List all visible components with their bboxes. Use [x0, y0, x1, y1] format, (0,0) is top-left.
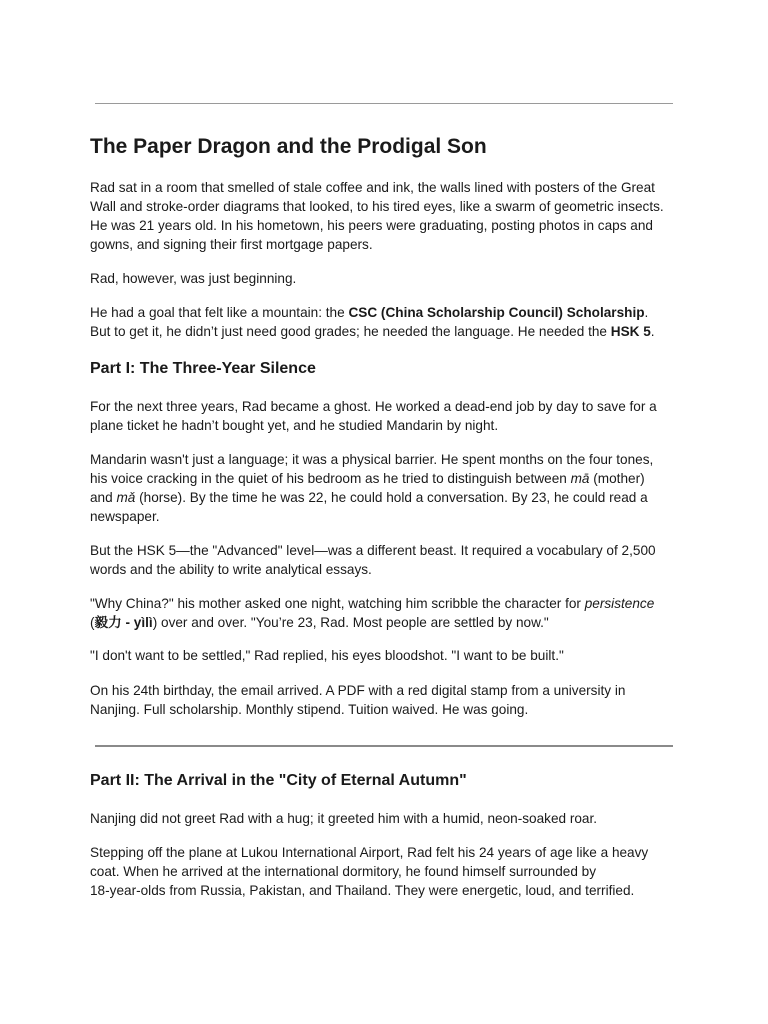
text-line: his voice cracking in the quiet of his bedroom as he tried to distinguish between mā (mother) [90, 471, 645, 486]
text-line: words and the ability to write analytical essays. [90, 562, 372, 577]
tone-example-mother: mā [570, 471, 590, 486]
text-line: 18-year-olds from Russia, Pakistan, and Thailand. They were energetic, loud, and terrified. [90, 883, 635, 898]
text-line: coat. When he arrived at the international dormitory, he found himself surrounded by [90, 864, 597, 879]
document-title: The Paper Dragon and the Prodigal Son [90, 135, 487, 158]
part-1-paragraph-5 [90, 646, 680, 665]
part-1-paragraph-4 [90, 594, 680, 632]
text-line: But the HSK 5—the "Advanced" level—was a different beast. It required a vocabulary of 2,500 [90, 543, 656, 558]
part-1-paragraph-1 [90, 397, 680, 435]
part-2-paragraph-1 [90, 809, 680, 828]
text-line: plane ticket he hadn’t bought yet, and he studied Mandarin by night. [90, 418, 499, 433]
part-1-heading: Part I: The Three-Year Silence [90, 360, 316, 377]
text-line: Nanjing. Full scholarship. Monthly stipend. Tuition waived. He was going. [90, 702, 529, 717]
intro-paragraph-1 [90, 178, 680, 254]
intro-paragraph-2 [90, 269, 680, 288]
text-line: Rad sat in a room that smelled of stale coffee and ink, the walls lined with posters of the Great [90, 180, 655, 195]
tone-example-horse: mǎ [116, 490, 136, 505]
section-divider [95, 745, 673, 747]
text-line: He had a goal that felt like a mountain: the CSC (China Scholarship Council) Scholarship. [90, 305, 649, 320]
text-line: Stepping off the plane at Lukou International Airport, Rad felt his 24 years of age like a heavy [90, 845, 649, 860]
text-line: (毅力 - yìlì) over and over. "You’re 23, Rad. Most people are settled by now." [90, 615, 549, 630]
chinese-character: 毅力 - yìlì [94, 615, 153, 630]
text-line: and mǎ (horse). By the time he was 22, he could hold a conversation. By 23, he could read a [90, 490, 648, 505]
text-line: For the next three years, Rad became a ghost. He worked a dead-end job by day to save for a [90, 399, 657, 414]
text-line: Nanjing did not greet Rad with a hug; it greeted him with a humid, neon-soaked roar. [90, 811, 598, 826]
persistence-word: persistence [584, 596, 655, 611]
text-line: "Why China?" his mother asked one night, watching him scribble the character for persistence [90, 596, 655, 611]
text-line: But to get it, he didn’t just need good grades; he needed the language. He needed the HSK 5. [90, 324, 655, 339]
part-1-paragraph-6 [90, 681, 680, 719]
text-line: newspaper. [90, 509, 160, 524]
text-line: Wall and stroke-order diagrams that looked, to his tired eyes, like a swarm of geometric insects. [90, 199, 664, 214]
scholarship-name: CSC (China Scholarship Council) Scholarship [348, 305, 645, 320]
part-2-paragraph-2 [90, 843, 680, 900]
intro-paragraph-3 [90, 303, 680, 341]
text-line: "I don't want to be settled," Rad replied, his eyes bloodshot. "I want to be built." [90, 648, 564, 663]
part-1-paragraph-2 [90, 450, 680, 526]
exam-name: HSK 5 [610, 324, 651, 339]
part-1-paragraph-3 [90, 541, 680, 579]
text-line: gowns, and signing their first mortgage papers. [90, 237, 373, 252]
text-line: Rad, however, was just beginning. [90, 271, 297, 286]
text-line: He was 21 years old. In his hometown, his peers were graduating, posting photos in caps and [90, 218, 653, 233]
part-2-heading: Part II: The Arrival in the "City of Eternal Autumn" [90, 772, 467, 789]
text-line: On his 24th birthday, the email arrived. A PDF with a red digital stamp from a university in [90, 683, 626, 698]
text-line: Mandarin wasn't just a language; it was a physical barrier. He spent months on the four tones, [90, 452, 654, 467]
top-divider [95, 103, 673, 104]
